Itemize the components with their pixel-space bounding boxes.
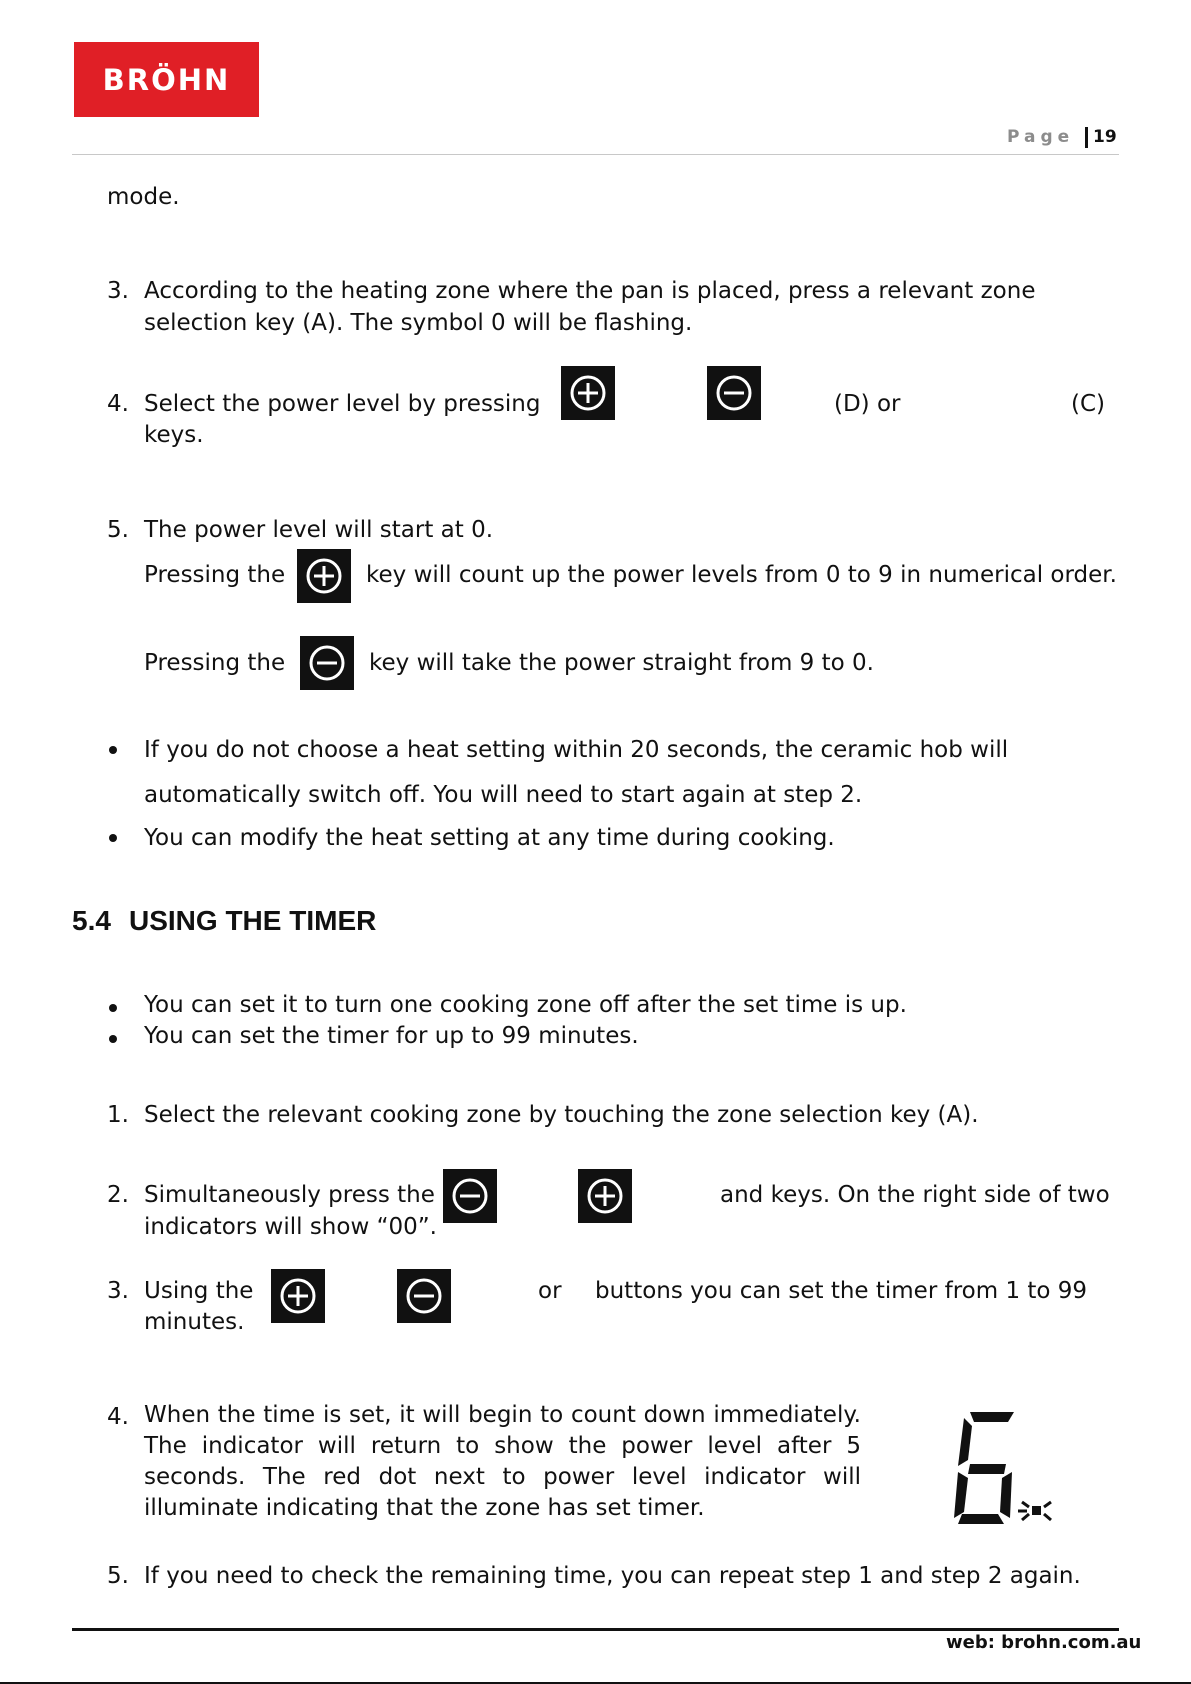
timer-indicator-display xyxy=(950,1408,1066,1528)
step-number: 2. xyxy=(107,1182,129,1208)
bullet-dot xyxy=(109,1035,117,1043)
brand-name: BRÖHN xyxy=(102,62,231,97)
step-text: The power level will start at 0. xyxy=(144,517,494,543)
page-label: Page xyxy=(1007,127,1075,147)
step-text: selection key (A). The symbol 0 will be flashing. xyxy=(144,310,693,336)
step-text: Using the xyxy=(144,1278,254,1304)
minus-circle-icon xyxy=(714,373,754,413)
step-text: minutes. xyxy=(144,1309,245,1335)
page-number: 19 xyxy=(1093,127,1117,147)
footer-web: web: brohn.com.au xyxy=(946,1632,1142,1653)
brand-logo xyxy=(74,42,259,117)
step-text: Simultaneously press the xyxy=(144,1182,435,1208)
bullet-text: You can set it to turn one cooking zone off after the set time is up. xyxy=(144,992,907,1018)
plus-circle-icon xyxy=(278,1276,318,1316)
step-text: Select the relevant cooking zone by touching the zone selection key (A). xyxy=(144,1102,979,1128)
footer-divider xyxy=(72,1628,1119,1631)
minus-key xyxy=(707,366,761,420)
bullet-text: If you do not choose a heat setting within 20 seconds, the ceramic hob will xyxy=(144,737,1009,763)
step-text: and keys. On the right side of two xyxy=(720,1182,1110,1208)
section-number: 5.4 xyxy=(72,905,111,936)
step-number: 1. xyxy=(107,1102,129,1128)
minus-key xyxy=(397,1269,451,1323)
header-divider xyxy=(72,154,1119,155)
plus-circle-icon xyxy=(304,556,344,596)
step-text: Select the power level by pressing xyxy=(144,391,541,417)
bullet-text: You can modify the heat setting at any time during cooking. xyxy=(144,825,835,851)
step-text: According to the heating zone where the pan is placed, press a relevant zone xyxy=(144,278,1036,304)
plus-key xyxy=(578,1169,632,1223)
intro-text: mode. xyxy=(107,184,180,210)
step-text: or xyxy=(538,1278,562,1304)
minus-circle-icon xyxy=(307,643,347,683)
bullet-text: You can set the timer for up to 99 minutes. xyxy=(144,1023,639,1049)
step-number: 5. xyxy=(107,517,129,543)
step-number: 3. xyxy=(107,1278,129,1304)
plus-key xyxy=(297,549,351,603)
digit-6-icon xyxy=(950,1408,1066,1528)
plus-circle-icon xyxy=(585,1176,625,1216)
step-number: 5. xyxy=(107,1563,129,1589)
bullet-dot xyxy=(109,746,117,754)
key-label-d: (D) or xyxy=(834,391,901,417)
bullet-dot xyxy=(109,834,117,842)
plus-key xyxy=(271,1269,325,1323)
bullet-text: automatically switch off. You will need to start again at step 2. xyxy=(144,782,863,808)
plus-circle-icon xyxy=(568,373,608,413)
step-text: key will take the power straight from 9 to 0. xyxy=(369,650,874,676)
step-text: Pressing the xyxy=(144,562,286,588)
minus-key xyxy=(300,636,354,690)
key-label-c: (C) xyxy=(1071,391,1106,417)
minus-key xyxy=(443,1169,497,1223)
step-text: When the time is set, it will begin to count down immediately. The indicator will return to show the power level after 5 seconds. The red dot next to power level indicator will illuminate indicating that the zone has set timer. xyxy=(144,1402,861,1521)
step-text: If you need to check the remaining time, you can repeat step 1 and step 2 again. xyxy=(144,1563,1081,1589)
step-number: 4. xyxy=(107,1404,129,1430)
plus-key xyxy=(561,366,615,420)
step-text: Pressing the xyxy=(144,650,286,676)
page-separator xyxy=(1085,127,1088,148)
minus-circle-icon xyxy=(450,1176,490,1216)
step-number: 3. xyxy=(107,278,129,304)
step-text: keys. xyxy=(144,422,204,448)
section-title: USING THE TIMER xyxy=(129,905,377,936)
step-number: 4. xyxy=(107,391,129,417)
step-text: indicators will show “00”. xyxy=(144,1214,437,1240)
minus-circle-icon xyxy=(404,1276,444,1316)
step-text: key will count up the power levels from 0 to 9 in numerical order. xyxy=(366,562,1117,588)
step-text: buttons you can set the timer from 1 to 99 xyxy=(595,1278,1088,1304)
bullet-dot xyxy=(109,1004,117,1012)
